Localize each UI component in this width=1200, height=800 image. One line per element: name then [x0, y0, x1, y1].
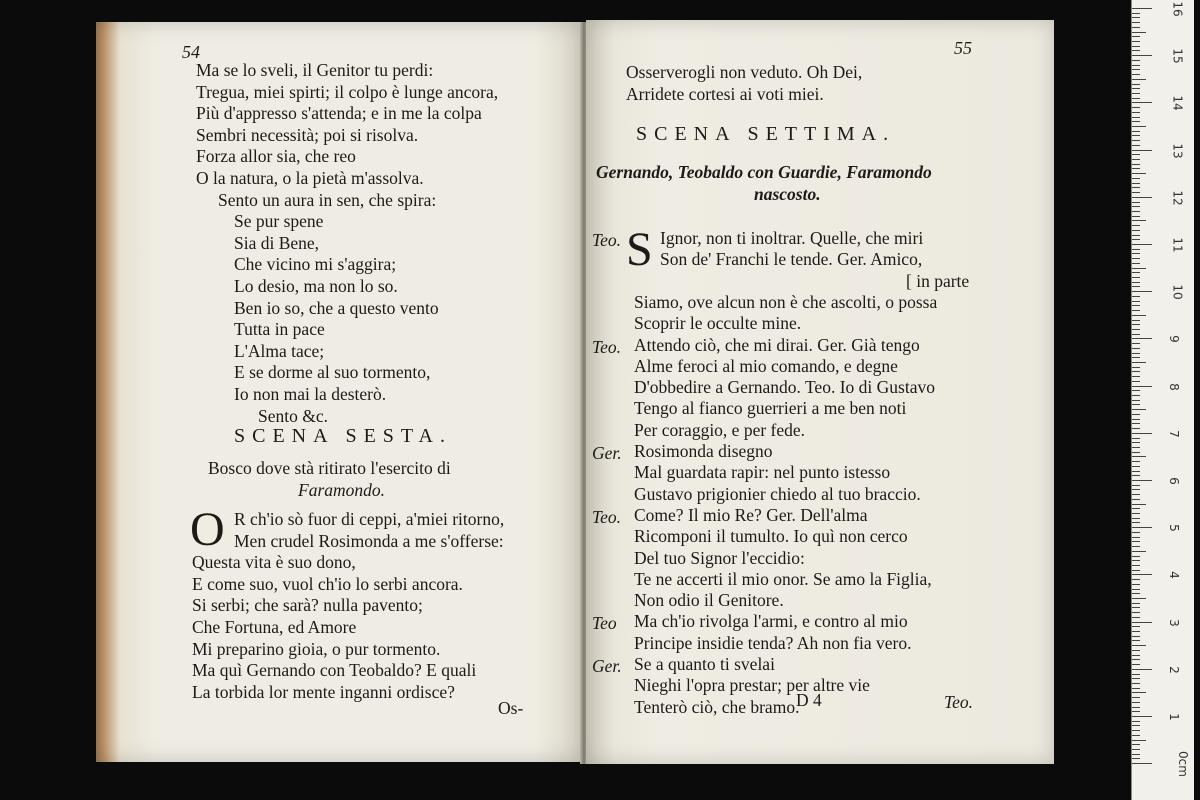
ruler-tick: [1132, 282, 1140, 283]
ruler-tick: [1132, 131, 1140, 132]
ruler-tick: [1132, 230, 1140, 231]
ruler-label: 7: [1166, 429, 1181, 438]
ruler-tick: [1132, 527, 1152, 528]
left-page-number: 54: [182, 42, 200, 62]
ruler-tick: [1132, 560, 1140, 561]
ruler-tick: [1132, 711, 1140, 712]
right-page: [586, 20, 1054, 764]
ruler-tick: [1132, 27, 1140, 28]
ruler-tick: [1132, 409, 1146, 410]
ruler-tick: [1132, 489, 1140, 490]
ruler-tick: [1132, 688, 1140, 689]
ruler-tick: [1132, 452, 1140, 453]
ruler-tick: [1132, 414, 1140, 415]
ruler-tick: [1132, 263, 1140, 264]
ruler-tick: [1132, 537, 1140, 538]
dialogue-line: Son de' Franchi le tende. Ger. Amico,: [660, 249, 923, 270]
ruler-tick: [1132, 499, 1140, 500]
ruler-tick: [1132, 154, 1140, 155]
ruler-tick: [1132, 206, 1140, 207]
dialogue-line: Ignor, non ti inoltrar. Quelle, che miri: [660, 228, 924, 248]
verse-line: Più d'appresso s'attenda; e in me la colpa: [196, 103, 482, 124]
ruler-tick: [1132, 50, 1140, 51]
ruler-tick: [1132, 202, 1140, 203]
ruler-tick: [1132, 329, 1140, 330]
ruler-tick: [1132, 126, 1146, 127]
ruler-tick: [1132, 697, 1140, 698]
ruler-tick: [1132, 22, 1140, 23]
left-catchword: Os-: [498, 698, 524, 718]
ruler-tick: [1132, 386, 1152, 387]
ruler-tick: [1132, 244, 1152, 245]
ruler-tick: [1132, 253, 1140, 254]
dialogue-line: Ricomponi il tumulto. Io quì non cerco: [634, 526, 908, 547]
ruler-tick: [1132, 532, 1140, 533]
ruler-tick: [1132, 740, 1146, 741]
ruler-tick: [1132, 485, 1140, 486]
dialogue-line: Del tuo Signor l'eccidio:: [634, 547, 805, 568]
verse-line: Tregua, miei spirti; il colpo è lunge ancora,: [196, 81, 499, 102]
ruler-label: 4: [1166, 571, 1181, 580]
ruler-tick: [1132, 556, 1140, 557]
ruler-tick: [1132, 310, 1140, 311]
ruler-tick: [1132, 192, 1140, 193]
ruler-tick: [1132, 480, 1152, 481]
ruler-label: 5: [1166, 524, 1181, 533]
ruler-tick: [1132, 112, 1140, 113]
ruler-label: 6: [1166, 477, 1181, 485]
right-scene-title: SCENA SETTIMA.: [636, 123, 896, 145]
verse-line: Sento un aura in sen, che spira:: [218, 189, 437, 210]
ruler-tick: [1132, 390, 1140, 391]
ruler-tick: [1132, 41, 1140, 42]
ruler-tick: [1132, 730, 1140, 731]
verse-line: Se pur spene: [234, 211, 324, 232]
ruler-tick: [1132, 617, 1140, 618]
verse-line: Tutta in pace: [234, 319, 325, 340]
ruler-tick: [1132, 79, 1146, 80]
right-cast-line-1: Gernando, Teobaldo con Guardie, Faramondo: [596, 162, 932, 182]
open-book: [96, 22, 1054, 770]
ruler-tick: [1132, 702, 1140, 703]
speech-line: Si serbi; che sarà? nulla pavento;: [192, 595, 423, 616]
dialogue-line: Siamo, ove alcun non è che ascolti, o possa: [634, 291, 938, 312]
ruler-label: 11: [1170, 237, 1185, 253]
ruler-tick: [1132, 593, 1140, 594]
ruler-tick: [1132, 107, 1140, 108]
ruler-tick: [1132, 145, 1140, 146]
verse-line: Forza allor sia, che reo: [196, 146, 356, 167]
ruler-tick: [1132, 343, 1140, 344]
ruler-tick: [1132, 117, 1140, 118]
ruler-tick: [1132, 74, 1140, 75]
ruler-tick: [1132, 164, 1140, 165]
ruler-tick: [1132, 692, 1146, 693]
ruler-tick: [1132, 419, 1140, 420]
ruler-tick: [1132, 371, 1140, 372]
ruler-tick: [1132, 272, 1140, 273]
ruler-tick: [1132, 659, 1140, 660]
ruler-label: 14: [1170, 95, 1185, 112]
speech-line: Questa vita è suo dono,: [192, 552, 356, 573]
speaker-label: Ger.: [592, 656, 622, 676]
ruler-label: 8: [1166, 382, 1181, 391]
ruler-label: 10: [1170, 284, 1185, 300]
ruler-tick: [1132, 518, 1140, 519]
ruler-tick: [1132, 565, 1140, 566]
ruler-tick: [1132, 357, 1140, 358]
ruler-tick: [1132, 258, 1140, 259]
ruler-tick: [1132, 173, 1146, 174]
ruler-tick: [1132, 102, 1152, 103]
ruler-tick: [1132, 8, 1152, 9]
verse-line: Che vicino mi s'aggira;: [234, 254, 397, 275]
ruler-label: 9: [1166, 335, 1181, 344]
ruler-tick: [1132, 55, 1152, 56]
ruler-tick: [1132, 612, 1140, 613]
left-dropcap: O: [190, 503, 225, 556]
ruler-tick: [1132, 305, 1140, 306]
speech-line: R ch'io sò fuor di ceppi, a'miei ritorno,: [234, 509, 505, 529]
speaker-label: Teo.: [592, 336, 622, 357]
ruler-tick: [1132, 683, 1140, 684]
ruler-tick: [1132, 65, 1140, 66]
ruler-tick: [1132, 678, 1140, 679]
left-setting-line-2: Faramondo.: [298, 480, 386, 500]
ruler-label: 13: [1170, 142, 1185, 159]
dialogue-line: Principe insidie tenda? Ah non fia vero.: [634, 632, 912, 653]
ruler-tick: [1132, 763, 1152, 764]
ruler-label: 16: [1170, 1, 1185, 17]
ruler-tick: [1132, 669, 1152, 670]
ruler-tick: [1132, 187, 1140, 188]
ruler-tick: [1132, 494, 1140, 495]
left-page: [96, 22, 582, 762]
ruler-tick: [1132, 84, 1140, 85]
ruler-tick: [1132, 636, 1140, 637]
ruler-tick: [1132, 17, 1140, 18]
dialogue-line: [ in parte: [906, 270, 970, 291]
ruler-tick: [1132, 381, 1140, 382]
ruler-label: 15: [1170, 48, 1185, 64]
ruler-tick: [1132, 296, 1140, 297]
dialogue-line: Non odio il Genitore.: [634, 590, 784, 611]
ruler-tick: [1132, 268, 1146, 269]
dialogue-line: Come? Il mio Re? Ger. Dell'alma: [634, 504, 868, 525]
ruler-tick: [1132, 735, 1140, 736]
dialogue-line: Per coraggio, e per fede.: [634, 419, 806, 440]
ruler-tick: [1132, 376, 1140, 377]
ruler-tick: [1132, 135, 1140, 136]
speaker-label: Teo: [592, 613, 617, 634]
ruler-tick: [1132, 404, 1140, 405]
ruler-tick: [1132, 475, 1140, 476]
dialogue-line: Gustavo prigionier chiedo al tuo braccio.: [634, 483, 921, 504]
verse-line: O la natura, o la pietà m'assolva.: [196, 168, 424, 188]
ruler-tick: [1132, 216, 1140, 217]
dialogue-line: Tenterò ciò, che bramo.: [634, 696, 800, 717]
ruler-tick: [1132, 664, 1140, 665]
ruler-tick: [1132, 395, 1140, 396]
ruler-tick: [1132, 13, 1140, 14]
ruler-tick: [1132, 546, 1140, 547]
verse-line: E se dorme al suo tormento,: [234, 362, 431, 383]
ruler-tick: [1132, 438, 1140, 439]
ruler-tick: [1132, 508, 1140, 509]
ruler-tick: [1132, 301, 1140, 302]
dialogue-line: Mal guardata rapir: nel punto istesso: [634, 462, 891, 483]
left-scene-title: SCENA SESTA.: [234, 425, 452, 447]
ruler-tick: [1132, 211, 1140, 212]
speech-line: Che Fortuna, ed Amore: [192, 617, 357, 637]
right-dropcap: S: [626, 223, 653, 276]
ruler-tick: [1132, 60, 1140, 61]
ruler-tick: [1132, 315, 1146, 316]
speech-line: E come suo, vuol ch'io lo serbi ancora.: [192, 573, 463, 594]
ruler-tick: [1132, 225, 1140, 226]
ruler-tick: [1132, 570, 1140, 571]
ruler-tick: [1132, 758, 1140, 759]
dialogue-line: Te ne accerti il mio onor. Se amo la Figlia,: [634, 568, 932, 589]
verse-line: Osserverogli non veduto. Oh Dei,: [626, 62, 863, 82]
verse-line: L'Alma tace;: [234, 340, 325, 361]
ruler-tick: [1132, 655, 1140, 656]
ruler-label: 3: [1166, 618, 1181, 627]
ruler-tick: [1132, 93, 1140, 94]
verse-line: Ben io so, che a questo vento: [234, 297, 439, 318]
ruler-tick: [1132, 220, 1146, 221]
ruler-tick: [1132, 579, 1140, 580]
ruler-tick: [1132, 249, 1140, 250]
ruler-tick: [1132, 456, 1146, 457]
speaker-label: Teo.: [592, 506, 622, 527]
verse-line: Sembri necessità; poi si risolva.: [196, 124, 419, 145]
ruler-tick: [1132, 338, 1152, 339]
ruler-tick: [1132, 423, 1140, 424]
ruler-tick: [1132, 324, 1140, 325]
dialogue-line: Attendo ciò, che mi dirai. Ger. Già tengo: [634, 334, 920, 355]
ruler-label: 1: [1166, 713, 1181, 721]
ruler-tick: [1132, 433, 1152, 434]
ruler-tick: [1132, 513, 1140, 514]
dialogue-line: D'obbedire a Gernando. Teo. Io di Gustavo: [634, 377, 935, 398]
ruler-tick: [1132, 168, 1140, 169]
ruler-tick: [1132, 447, 1140, 448]
dialogue-line: Ma ch'io rivolga l'armi, e contro al mio: [634, 611, 908, 632]
ruler-tick: [1132, 348, 1140, 349]
ruler-tick: [1132, 541, 1140, 542]
ruler-tick: [1132, 69, 1140, 70]
ruler-tick: [1132, 626, 1140, 627]
ruler-tick: [1132, 645, 1146, 646]
speech-line: Men crudel Rosimonda a me s'offerse:: [234, 530, 504, 551]
verse-line: Sento &c.: [258, 405, 328, 426]
ruler-tick: [1132, 140, 1140, 141]
ruler-tick: [1132, 277, 1140, 278]
speech-line: La torbida lor mente inganni ordisce?: [192, 681, 455, 702]
ruler-tick: [1132, 471, 1140, 472]
ruler-tick: [1132, 551, 1146, 552]
ruler-label: 12: [1170, 190, 1185, 206]
ruler-tick: [1132, 353, 1140, 354]
ruler-tick: [1132, 334, 1140, 335]
ruler-tick: [1132, 400, 1140, 401]
ruler-tick: [1132, 744, 1140, 745]
ruler-tick: [1132, 631, 1140, 632]
verse-line: Lo desio, ma non lo so.: [234, 276, 398, 296]
ruler-tick: [1132, 522, 1140, 523]
ruler-tick: [1132, 121, 1140, 122]
ruler-tick: [1132, 291, 1152, 292]
ruler-tick: [1132, 98, 1140, 99]
verse-line: Sia di Bene,: [234, 232, 320, 253]
ruler-tick: [1132, 362, 1146, 363]
measuring-ruler: [1131, 0, 1194, 800]
ruler-tick: [1132, 598, 1146, 599]
ruler-tick: [1132, 622, 1152, 623]
ruler-tick: [1132, 754, 1140, 755]
ruler-tick: [1132, 235, 1140, 236]
ruler-tick: [1132, 707, 1140, 708]
right-signature-mark: D 4: [796, 690, 822, 710]
ruler-tick: [1132, 320, 1140, 321]
speech-line: Ma quì Gernando con Teobaldo? E quali: [192, 660, 477, 681]
dialogue-line: Nieghi l'opra prestar; per altre vie: [634, 675, 870, 696]
ruler-tick: [1132, 607, 1140, 608]
ruler-tick: [1132, 589, 1140, 590]
ruler-tick: [1132, 640, 1140, 641]
right-page-number: 55: [954, 38, 972, 58]
ruler-tick: [1132, 367, 1140, 368]
ruler-tick: [1132, 183, 1140, 184]
speech-line: Mi preparino gioia, o pur tormento.: [192, 638, 441, 659]
ruler-tick: [1132, 716, 1152, 717]
ruler-tick: [1132, 721, 1140, 722]
ruler-tick: [1132, 504, 1146, 505]
right-catchword: Teo.: [944, 692, 974, 712]
dialogue-line: Alme feroci al mio comando, e degne: [634, 355, 898, 376]
dialogue-line: Tengo al fianco guerrieri a me ben noti: [634, 398, 907, 419]
ruler-label: 0cm: [1175, 751, 1190, 778]
verse-line: Io non mai la desterò.: [234, 384, 387, 404]
ruler-tick: [1132, 749, 1140, 750]
ruler-tick: [1132, 650, 1140, 651]
ruler-tick: [1132, 603, 1140, 604]
ruler-tick: [1132, 286, 1140, 287]
verse-line: Ma se lo sveli, il Genitor tu perdi:: [196, 60, 434, 80]
ruler-tick: [1132, 725, 1140, 726]
ruler-tick: [1132, 178, 1140, 179]
ruler-tick: [1132, 428, 1140, 429]
ruler-label: 2: [1166, 665, 1181, 674]
ruler-tick: [1132, 36, 1140, 37]
ruler-tick: [1132, 674, 1140, 675]
left-setting-line-1: Bosco dove stà ritirato l'esercito di: [208, 458, 451, 478]
ruler-tick: [1132, 197, 1152, 198]
right-cast-line-2: nascosto.: [754, 184, 821, 204]
dialogue-line: Se a quanto ti svelai: [634, 654, 775, 674]
ruler-tick: [1132, 88, 1140, 89]
ruler-tick: [1132, 32, 1146, 33]
ruler-tick: [1132, 159, 1140, 160]
ruler-tick: [1132, 150, 1152, 151]
ruler-tick: [1132, 466, 1140, 467]
dialogue-line: Scoprir le occulte mine.: [634, 313, 802, 334]
speaker-label: Teo.: [592, 230, 622, 250]
ruler-tick: [1132, 574, 1152, 575]
verse-line: Arridete cortesi ai voti miei.: [626, 84, 824, 104]
ruler-tick: [1132, 584, 1140, 585]
ruler-tick: [1132, 461, 1140, 462]
speaker-label: Ger.: [592, 443, 622, 463]
ruler-tick: [1132, 239, 1140, 240]
ruler-tick: [1132, 46, 1140, 47]
ruler-tick: [1132, 442, 1140, 443]
dialogue-line: Rosimonda disegno: [634, 441, 773, 461]
